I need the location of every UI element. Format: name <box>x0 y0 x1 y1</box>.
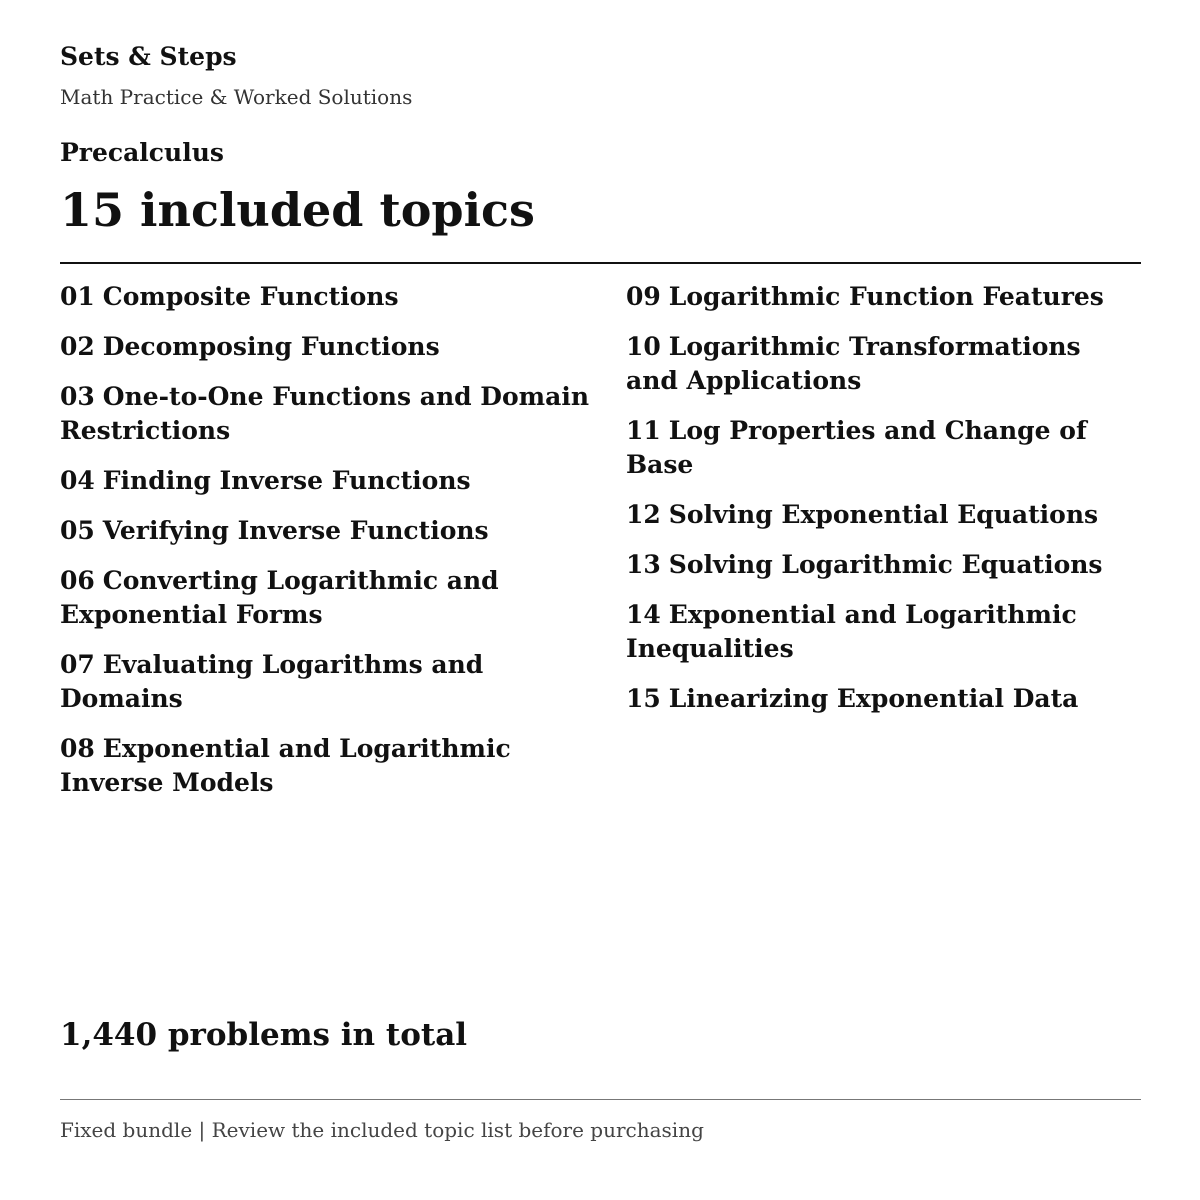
footer-divider <box>60 1099 1141 1100</box>
topic-title: Verifying Inverse Functions <box>102 516 489 545</box>
topic-item <box>626 280 1141 314</box>
topic-item <box>626 414 1141 482</box>
topic-item <box>626 682 1141 716</box>
topic-number: 13 <box>626 550 661 579</box>
topic-title: Log Properties and Change of Base <box>626 416 1087 479</box>
topic-title: Converting Logarithmic and Exponential Forms <box>60 566 499 629</box>
topic-title: Decomposing Functions <box>102 332 440 361</box>
topic-list-left <box>60 280 590 816</box>
topic-title: Solving Exponential Equations <box>668 500 1099 529</box>
topic-item <box>60 464 590 498</box>
topic-title: Evaluating Logarithms and Domains <box>60 650 484 713</box>
topic-number: 10 <box>626 332 661 361</box>
topic-item <box>60 280 590 314</box>
topics-headline: 15 included topics <box>60 183 535 237</box>
topic-item <box>626 330 1141 398</box>
course-label: Precalculus <box>60 138 224 167</box>
topic-item <box>60 732 590 800</box>
topic-item <box>60 564 590 632</box>
footer-note: Fixed bundle | Review the included topic list before purchasing <box>60 1118 704 1142</box>
topic-number: 01 <box>60 282 95 311</box>
topic-number: 03 <box>60 382 95 411</box>
topic-number: 12 <box>626 500 661 529</box>
problem-total: 1,440 problems in total <box>60 1017 468 1053</box>
topic-title: Finding Inverse Functions <box>102 466 471 495</box>
topic-item <box>626 548 1141 582</box>
topic-item <box>626 498 1141 532</box>
brand-subtitle: Math Practice & Worked Solutions <box>60 85 413 109</box>
topic-item <box>626 598 1141 666</box>
topic-item <box>60 514 590 548</box>
topic-number: 06 <box>60 566 95 595</box>
topic-title: Exponential and Logarithmic Inequalities <box>626 600 1077 663</box>
topic-title: Exponential and Logarithmic Inverse Models <box>60 734 511 797</box>
topic-number: 11 <box>626 416 661 445</box>
topic-number: 15 <box>626 684 661 713</box>
topic-number: 02 <box>60 332 95 361</box>
topic-title: One-to-One Functions and Domain Restrictions <box>60 382 589 445</box>
topic-item <box>60 330 590 364</box>
topic-number: 07 <box>60 650 95 679</box>
topic-title: Logarithmic Function Features <box>668 282 1104 311</box>
topic-number: 05 <box>60 516 95 545</box>
brand-title: Sets & Steps <box>60 42 237 71</box>
header-divider <box>60 262 1141 264</box>
topic-number: 14 <box>626 600 661 629</box>
topic-list-right <box>626 280 1141 732</box>
topic-item <box>60 380 590 448</box>
topic-item <box>60 648 590 716</box>
topic-title: Composite Functions <box>102 282 399 311</box>
topic-title: Logarithmic Transformations and Applications <box>626 332 1081 395</box>
topic-title: Solving Logarithmic Equations <box>668 550 1103 579</box>
topic-title: Linearizing Exponential Data <box>668 684 1079 713</box>
topic-number: 04 <box>60 466 95 495</box>
topic-number: 09 <box>626 282 661 311</box>
topic-number: 08 <box>60 734 95 763</box>
